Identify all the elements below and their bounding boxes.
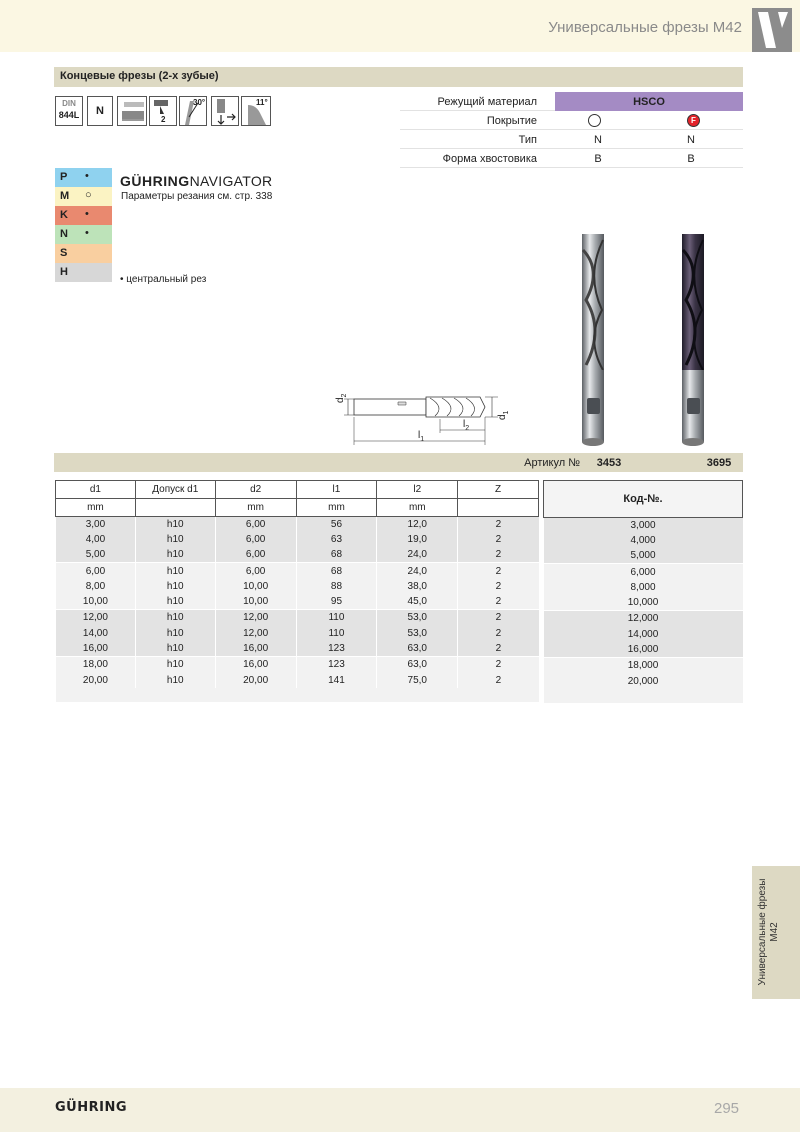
table-row [544, 611, 743, 626]
shank-value-2: B [687, 153, 695, 165]
code-cell: 16,000 [544, 642, 743, 657]
type-value-1: N [594, 134, 602, 146]
cell: 5,00 [56, 547, 136, 562]
cell: 63,0 [377, 641, 458, 656]
cell: 2 [458, 579, 539, 594]
table-row [544, 580, 743, 595]
cell: 45,0 [377, 594, 458, 609]
group-letter: M [60, 190, 70, 202]
filler-cell [56, 688, 539, 702]
table-row [56, 532, 539, 547]
table-units-row [56, 499, 539, 517]
section-bar [54, 67, 743, 87]
material-group-m [55, 187, 112, 206]
cell: 63,0 [377, 657, 458, 672]
article-number-2: 3695 [706, 457, 732, 469]
cell: 6,00 [215, 517, 296, 532]
cell: 2 [458, 532, 539, 547]
cell: h10 [135, 626, 215, 641]
cell: 2 [458, 626, 539, 641]
cell: 2 [458, 657, 539, 672]
table-row [56, 657, 539, 672]
unit-d2: mm [215, 499, 296, 517]
footer-logo: GÜHRING [55, 1100, 128, 1115]
cell: 18,00 [56, 657, 136, 672]
article-label: Артикул № [524, 457, 580, 469]
cutting-params-note: Параметры резания см. стр. 338 [121, 191, 273, 202]
code-cell: 6,000 [544, 564, 743, 579]
cell: 88 [296, 579, 377, 594]
cell: 141 [296, 672, 377, 687]
cell: 8,00 [56, 579, 136, 594]
group-mark: ○ [85, 189, 92, 201]
code-cell: 20,000 [544, 673, 743, 688]
dim-d1-letter: d [497, 414, 508, 420]
side-label-line1: Универсальные фрезы [757, 878, 768, 986]
table-row [56, 641, 539, 656]
cell: 24,0 [377, 547, 458, 562]
cell: 3,00 [56, 517, 136, 532]
cell: 12,00 [215, 610, 296, 625]
cell: 4,00 [56, 532, 136, 547]
dim-d1-label [497, 411, 510, 420]
cell: h10 [135, 610, 215, 625]
col-d2: d2 [215, 481, 296, 499]
shank-form-label: Форма хвостовика [442, 153, 537, 165]
side-label-line2: M42 [769, 922, 780, 942]
code-cell: 3,000 [544, 518, 743, 533]
cell: h10 [135, 532, 215, 547]
cell: h10 [135, 517, 215, 532]
unit-tolerance [135, 499, 215, 517]
dim-d1-sub: 1 [503, 410, 510, 415]
norm-type-label: N [96, 105, 104, 117]
cell: 6,00 [56, 563, 136, 578]
cell: 2 [458, 594, 539, 609]
code-cell: 12,000 [544, 611, 743, 626]
cutting-material-label: Режущий материал [437, 96, 537, 108]
group-mark: • [85, 208, 89, 220]
dim-d2-letter: d [335, 397, 346, 403]
cell: 53,0 [377, 626, 458, 641]
dim-l2-sub: 2 [465, 425, 470, 432]
type-label: Тип [518, 134, 537, 146]
cell: 6,00 [215, 547, 296, 562]
dimensions-table [55, 480, 539, 702]
col-l2: l2 [377, 481, 458, 499]
type-value-2: N [687, 134, 695, 146]
cell: 110 [296, 610, 377, 625]
table-row [56, 672, 539, 687]
center-cut-note: • центральный рез [120, 274, 207, 285]
table-row [544, 533, 743, 548]
cell: 2 [458, 610, 539, 625]
code-cell: 5,000 [544, 548, 743, 563]
cell: 68 [296, 563, 377, 578]
cell: 6,00 [215, 532, 296, 547]
table-row [56, 610, 539, 625]
cell: h10 [135, 657, 215, 672]
coating-label: Покрытие [486, 115, 537, 127]
article-bar [54, 453, 743, 472]
cell: 12,00 [56, 610, 136, 625]
table-row [544, 518, 743, 533]
material-group-p [55, 168, 112, 187]
dim-l2-label [463, 419, 469, 432]
group-letter: K [60, 209, 68, 221]
group-letter: P [60, 171, 68, 183]
cell: 10,00 [215, 594, 296, 609]
shank-type-icon [117, 96, 147, 126]
cell: 123 [296, 657, 377, 672]
table-row [544, 673, 743, 688]
group-letter: N [60, 228, 68, 240]
group-letter: S [60, 247, 68, 259]
dim-l1-sub: 1 [420, 436, 425, 443]
material-row-type [400, 130, 743, 149]
material-row-cutting [400, 92, 743, 111]
unit-d1: mm [56, 499, 136, 517]
navigator-logo [120, 173, 272, 189]
col-d1: d1 [56, 481, 136, 499]
cell: 24,0 [377, 563, 458, 578]
group-letter: H [60, 266, 68, 278]
material-group-k [55, 206, 112, 225]
code-cell: 4,000 [544, 533, 743, 548]
code-cell: 14,000 [544, 627, 743, 642]
group-mark: • [85, 170, 89, 182]
col-l1: l1 [296, 481, 377, 499]
dim-l1-label [418, 430, 424, 443]
cell: 2 [458, 672, 539, 687]
dim-d2-sub: 2 [341, 393, 348, 398]
material-group-s [55, 244, 112, 263]
table-row [56, 547, 539, 562]
table-row [56, 563, 539, 578]
cell: 12,00 [215, 626, 296, 641]
dim-d2-label [335, 394, 348, 403]
norm-type-icon [87, 96, 113, 126]
cell: 2 [458, 547, 539, 562]
cell: 6,00 [215, 563, 296, 578]
cell: 19,0 [377, 532, 458, 547]
col-tolerance: Допуск d1 [135, 481, 215, 499]
code-header: Код-№. [544, 481, 743, 518]
cell: 75,0 [377, 672, 458, 687]
cell: 68 [296, 547, 377, 562]
col-z: Z [458, 481, 539, 499]
navigator-product: NAVIGATOR [189, 173, 273, 189]
corner-logo-icon [752, 8, 792, 52]
din-standard-icon [55, 96, 83, 126]
coated-mill-image [672, 230, 716, 450]
cell: 110 [296, 626, 377, 641]
relief-angle-icon [241, 96, 271, 126]
material-row-shank [400, 149, 743, 168]
cell: 95 [296, 594, 377, 609]
uncoated-circle-icon [588, 114, 601, 127]
cell: 2 [458, 641, 539, 656]
dim-l1-letter: l [418, 430, 421, 441]
page-title: Универсальные фрезы M42 [548, 19, 742, 36]
code-cell: 10,000 [544, 595, 743, 610]
cell: 20,00 [215, 672, 296, 687]
table-header-row [56, 481, 539, 499]
cell: h10 [135, 579, 215, 594]
din-label: DIN [62, 99, 76, 108]
table-row [544, 548, 743, 563]
flute-count-label: 2 [161, 115, 166, 124]
cell: 16,00 [215, 657, 296, 672]
table-row [56, 594, 539, 609]
table-row [56, 517, 539, 532]
table-row-filler [544, 689, 743, 703]
article-number-1: 3453 [596, 457, 622, 469]
code-cell: 8,000 [544, 580, 743, 595]
navigator-brand: GÜHRING [120, 173, 190, 189]
coating-f-icon: F [687, 114, 700, 127]
material-row-coating [400, 111, 743, 130]
filler-cell [544, 689, 743, 703]
dim-l2-letter: l [463, 419, 466, 430]
table-row [544, 642, 743, 657]
material-group-n [55, 225, 112, 244]
table-row [56, 579, 539, 594]
center-cut-icon [211, 96, 239, 126]
page-number: 295 [714, 1100, 740, 1117]
cell: 2 [458, 517, 539, 532]
cell: 63 [296, 532, 377, 547]
cell: 38,0 [377, 579, 458, 594]
cell: 10,00 [215, 579, 296, 594]
cell: 2 [458, 563, 539, 578]
group-mark: • [85, 227, 89, 239]
cell: 20,00 [56, 672, 136, 687]
table-row [544, 658, 743, 673]
unit-l1: mm [296, 499, 377, 517]
cell: h10 [135, 641, 215, 656]
cell: h10 [135, 594, 215, 609]
shank-value-1: B [594, 153, 602, 165]
hsco-value: HSCO [633, 96, 665, 108]
cell: h10 [135, 547, 215, 562]
table-row [544, 564, 743, 579]
din-number: 844L [58, 110, 80, 120]
relief-angle-label: 11° [256, 98, 268, 107]
table-row [544, 627, 743, 642]
cell: 12,0 [377, 517, 458, 532]
table-row [544, 595, 743, 610]
flute-count-icon [149, 96, 177, 126]
helix-angle-icon [179, 96, 207, 126]
cell: 16,00 [215, 641, 296, 656]
cell: 10,00 [56, 594, 136, 609]
cell: 53,0 [377, 610, 458, 625]
uncoated-mill-image [572, 230, 616, 450]
material-group-h [55, 263, 112, 282]
code-cell: 18,000 [544, 658, 743, 673]
unit-l2: mm [377, 499, 458, 517]
cell: h10 [135, 563, 215, 578]
cell: 16,00 [56, 641, 136, 656]
cell: h10 [135, 672, 215, 687]
cell: 123 [296, 641, 377, 656]
helix-angle-label: 30° [193, 98, 206, 107]
side-chapter-label [757, 868, 781, 996]
code-header-row [544, 481, 743, 518]
cell: 14,00 [56, 626, 136, 641]
table-row-filler [56, 688, 539, 702]
section-title: Концевые фрезы (2-х зубые) [60, 70, 219, 82]
code-table [543, 480, 743, 703]
unit-z [458, 499, 539, 517]
table-row [56, 626, 539, 641]
cell: 56 [296, 517, 377, 532]
